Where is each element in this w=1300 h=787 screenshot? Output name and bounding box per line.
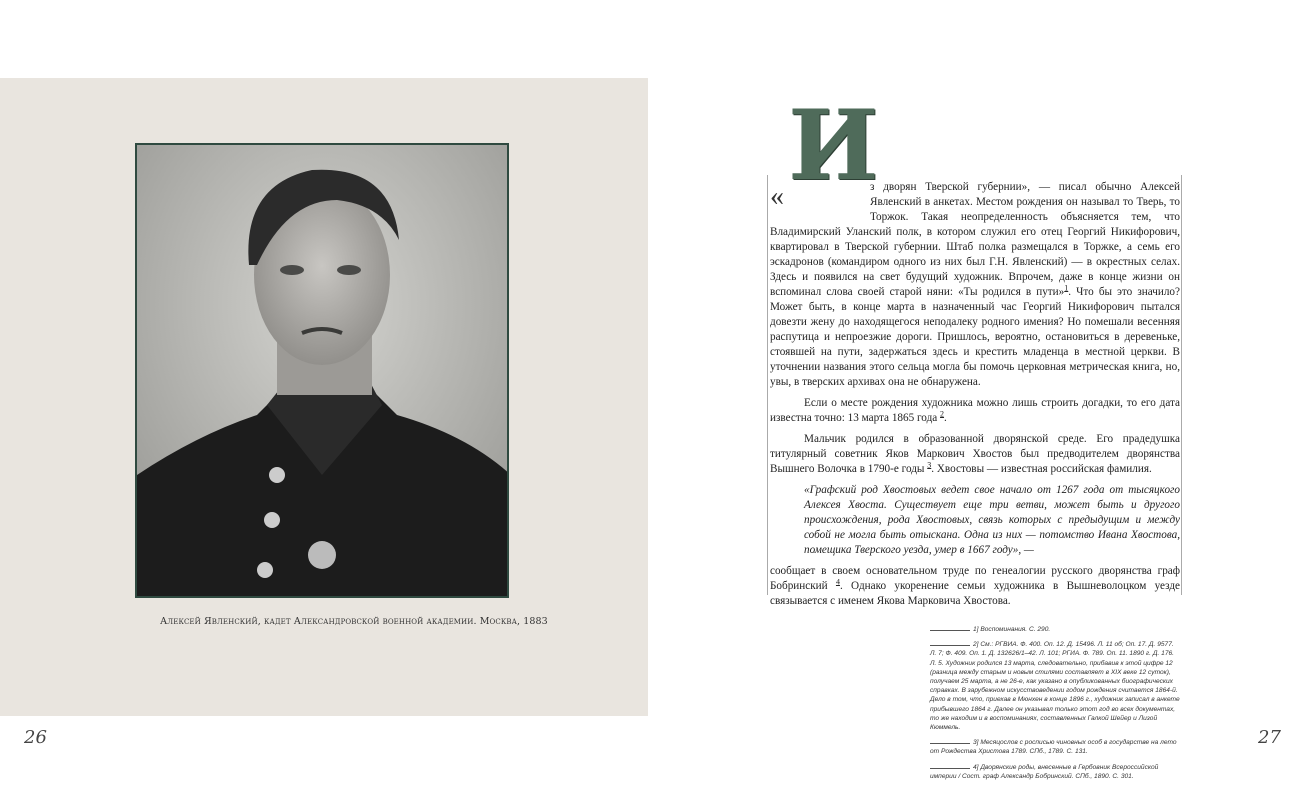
footnote: 1] Воспоминания. С. 290.	[930, 625, 1180, 634]
portrait-photo	[135, 143, 509, 598]
page-number-left: 26	[24, 727, 47, 748]
page-number-right: 27	[1258, 727, 1281, 748]
body-text	[770, 180, 1180, 609]
footnote-num: 4	[973, 763, 977, 771]
column-rule-left	[767, 175, 768, 595]
footnote: 3] Месяцослов с росписью чиновных особ в государстве на лето от Рождества Христова 1789. СПб., 1789. С. 131.	[930, 739, 1177, 756]
opening-quote: «	[770, 181, 784, 212]
footnotes	[930, 625, 1180, 781]
footnote-ref[interactable]: 3	[927, 460, 932, 470]
footnote-ref[interactable]: 1	[1064, 283, 1069, 293]
drop-cap-space	[770, 180, 870, 225]
footnote-num: 1	[973, 626, 977, 633]
footnote-ref[interactable]: 2	[940, 409, 945, 419]
drop-cap: И	[788, 89, 879, 202]
footnote-text: Месяцослов с росписью чиновных особ в государстве на лето от Рождества Христова 1789. СПб., 1789. С. 131.	[930, 739, 1177, 756]
paragraph-1-cont: . Что бы это значило? Может быть, в конце марта в назначенный час Георгий Никифорович пытался довезти жену до находящегося неподалеку родного имения? Но помешали весенняя распутица и непроезжие дороги. Пришлось, вероятно, остановиться в деревеньке, стоявшей на пути, задержаться здесь и крестить младенца в местной церкви. В уточнении названия этого сельца могла бы помочь церковная метрическая книга, но, увы, в тверских архивах она не обнаружена.	[770, 286, 1180, 388]
footnote-num: 2	[973, 641, 977, 649]
paragraph-3-text: Мальчик родился в образованной дворянской среде. Его прадедушка титулярный советник Яков Маркович Хвостов был предводителем дворянства Вышнего Волочка в 1790-е годы	[770, 433, 1180, 475]
paragraph-3-cont: . Хвостовы — известная российская фамилия.	[931, 463, 1152, 475]
footnote: 2] См.: РГВИА. Ф. 400. Оп. 12. Д. 15496. Л. 11 об; Оп. 17. Д. 9577. Л. 7; Ф. 409. Оп. 1. Д. 132626/1–42. Л. 101; РГИА. Ф. 789. Оп. 11. 1890 г. Д. 176. Л. 5. Художник родился 13 марта, следовательно, прибавив к этой цифре 12 (разница между старым и новым стилями составляет в XIX веке 12 суток), получаем 25 марта, а не 26-е, как указано в опубликованных биографических справках. В зарубежном искусствоведении годом рождения считается 1864-й. Дело в том, что, приехав в Мюнхен в конце 1896 г., художник записал в анкете прибывшего 1864 г. Далее он указывал только этот год во всех документах, то же находим и в воспоминаниях, составленных Галкой Шейер и Лизой Кюммель.	[930, 641, 1180, 732]
paragraph-2-text: Если о месте рождения художника можно лишь строить догадки, то его дата известна точно: 13 марта 1865 года	[770, 397, 1180, 424]
footnote-text: Воспоминания. С. 290.	[980, 626, 1051, 633]
footnote-num: 3	[973, 739, 977, 747]
paragraph-4-text: сообщает в своем основательном труде по генеалогии русского дворянства граф Бобринский	[770, 565, 1180, 592]
paragraph-4-cont: . Однако укоренение семьи художника в Вышневолоцком уезде связывается с именем Якова Марковича Хвостова.	[770, 580, 1180, 607]
footnote: 4] Дворянские роды, внесенные в Гербовник Всероссийской империи / Сост. граф Александр Бобринский. СПб., 1890. С. 301.	[930, 763, 1159, 780]
quotation: «Графский род Хвостовых ведет свое начало от 1267 года от тысяцкого Алексея Хвоста. Существует еще три ветви, может быть и другого происхождения, рода Хвостовых, связь которых с предыдущим и между собой не могла быть отыскана. Одна из них — потомство Ивана Хвостова, помещика Тверского уезда, умер в 1667 году», —	[804, 484, 1180, 556]
footnote-text: Дворянские роды, внесенные в Гербовник Всероссийской империи / Сост. граф Александр Бобринский. СПб., 1890. С. 301.	[930, 763, 1159, 780]
footnote-text: См.: РГВИА. Ф. 400. Оп. 12. Д. 15496. Л. 11 об; Оп. 17. Д. 9577. Л. 7; Ф. 409. Оп. 1. Д. 132626/1–42. Л. 101; РГИА. Ф. 789. Оп. 11. 1890 г. Д. 176. Л. 5. Художник родился 13 марта, следовательно, прибавив к этой цифре 12 (разница между старым и новым стилями составляет в XIX веке 12 суток), получаем 25 марта, а не 26-е, как указано в опубликованных биографических справках. В зарубежном искусствоведении годом рождения считается 1864-й. Дело в том, что, приехав в Мюнхен в конце 1896 г., художник записал в анкете прибывшего 1864 г. Далее он указывал только этот год во всех документах, то же находим и в воспоминаниях, составленных Галкой Шейер и Лизой Кюммель.	[930, 641, 1180, 732]
right-page-flow	[770, 180, 1180, 787]
punct: .	[944, 412, 947, 424]
paragraph-1-text: з дворян Тверской губернии», — писал обычно Алексей Явленский в анкетах. Местом рождения он называл то Тверь, то Торжок. Такая неопределенность объясняется тем, что Владимирский Уланский полк, в котором служил его отец Георгий Никифорович, квартировал в Тверской губернии. Штаб полка размещался в Торжке, а семь его эскадронов (командиром одного из них был Г.Н. Явленский) — в окрестных селах. Здесь и появился на свет будущий художник. Впрочем, даже в конце жизни он вспоминал слова своей старой няни: «Ты родился в пути»	[770, 181, 1180, 298]
photo-caption: Алексей Явленский, кадет Александровской военной академии. Москва, 1883	[160, 616, 548, 627]
footnote-ref[interactable]: 4	[835, 577, 840, 587]
column-rule-right	[1181, 175, 1182, 595]
